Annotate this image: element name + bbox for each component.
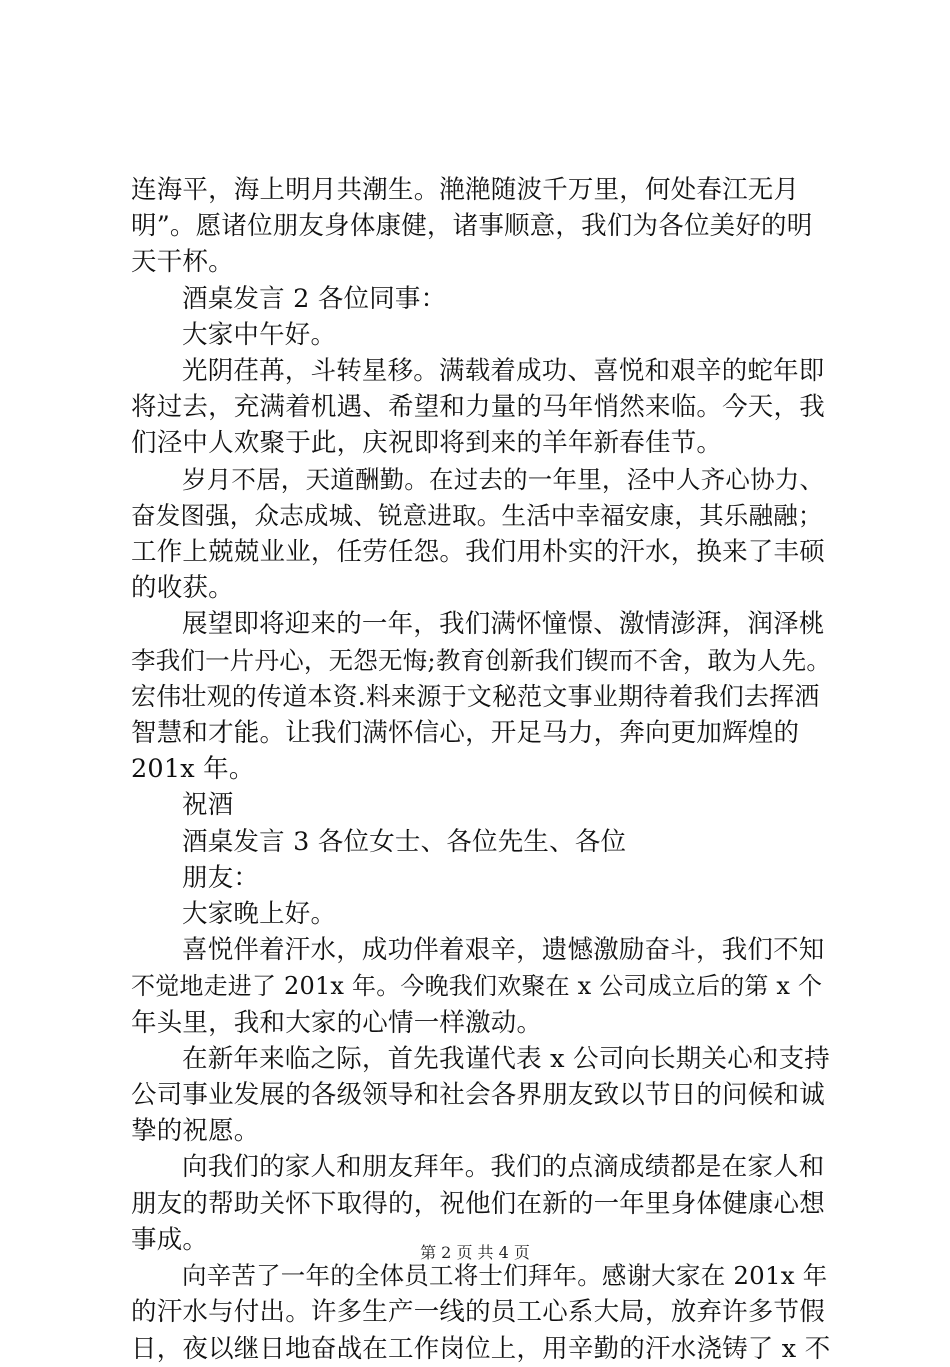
text-line: 祝酒 <box>182 790 234 821</box>
text-line: 年头里，我和大家的心情一样激动。 <box>131 1007 543 1038</box>
page-footer: 第 2 页 共 4 页 <box>420 1243 530 1262</box>
text-line: 们泾中人欢聚于此，庆祝即将到来的羊年新春佳节。 <box>131 428 723 459</box>
text-line: 天干杯。 <box>131 247 234 278</box>
text-line: 酒桌发言 3 各位女士、各位先生、各位 <box>182 826 627 857</box>
text-line: 大家中午好。 <box>182 319 337 350</box>
document-body <box>131 172 831 1367</box>
text-line: 光阴荏苒，斗转星移。满载着成功、喜悦和艰辛的蛇年即 <box>182 356 825 387</box>
text-line: 向我们的家人和朋友拜年。我们的点滴成绩都是在家人和 <box>182 1152 825 1183</box>
text-line: 大家晚上好。 <box>182 899 337 930</box>
text-line: 奋发图强，众志成城、锐意进取。生活中幸福安康，其乐融融； <box>131 500 823 530</box>
text-line: 公司事业发展的各级领导和社会各界朋友致以节日的问候和诚 <box>131 1080 825 1111</box>
text-line: 工作上兢兢业业，任劳任怨。我们用朴实的汗水，换来了丰硕 <box>131 537 825 568</box>
text-line: 酒桌发言 2 各位同事： <box>182 283 447 314</box>
text-line: 201x 年。 <box>131 754 255 785</box>
text-line: 明”。愿诸位朋友身体康健，诸事顺意，我们为各位美好的明 <box>131 211 813 242</box>
text-line: 展望即将迎来的一年，我们满怀憧憬、激情澎湃，润泽桃 <box>182 609 825 640</box>
text-line: 不觉地走进了 201x 年。今晚我们欢聚在 x 公司成立后的第 x 个 <box>131 972 823 1001</box>
text-line: 向辛苦了一年的全体员工将士们拜年。感谢大家在 201x 年 <box>182 1261 828 1291</box>
text-line: 事成。 <box>131 1224 209 1255</box>
text-line: 朋友的帮助关怀下取得的，祝他们在新的一年里身体健康心想 <box>131 1188 825 1219</box>
text-line: 智慧和才能。让我们满怀信心，开足马力，奔向更加辉煌的 <box>131 718 800 749</box>
text-line: 的汗水与付出。许多生产一线的员工心系大局，放弃许多节假 <box>131 1297 825 1328</box>
text-line: 将过去，充满着机遇、希望和力量的马年悄然来临。今天，我 <box>131 392 825 423</box>
text-line: 岁月不居，天道酬勤。在过去的一年里，泾中人齐心协力、 <box>182 464 825 494</box>
text-line: 宏伟壮观的传道本资.料来源于文秘范文事业期待着我们去挥洒 <box>131 681 820 711</box>
text-line: 朋友： <box>182 862 260 893</box>
text-line: 的收获。 <box>131 573 234 604</box>
text-line: 喜悦伴着汗水，成功伴着艰辛，遗憾激励奋斗，我们不知 <box>182 935 825 966</box>
text-line: 连海平，海上明月共潮生。滟滟随波千万里，何处春江无月 <box>131 175 800 205</box>
text-line: 在新年来临之际，首先我谨代表 x 公司向长期关心和支持 <box>182 1043 830 1074</box>
text-line: 日，夜以继日地奋战在工作岗位上，用辛勤的汗水浇铸了 x 不 <box>131 1333 831 1364</box>
text-line: 李我们一片丹心，无怨无悔;教育创新我们锲而不舍，敢为人先。 <box>131 645 832 675</box>
text-line: 挚的祝愿。 <box>131 1116 260 1147</box>
